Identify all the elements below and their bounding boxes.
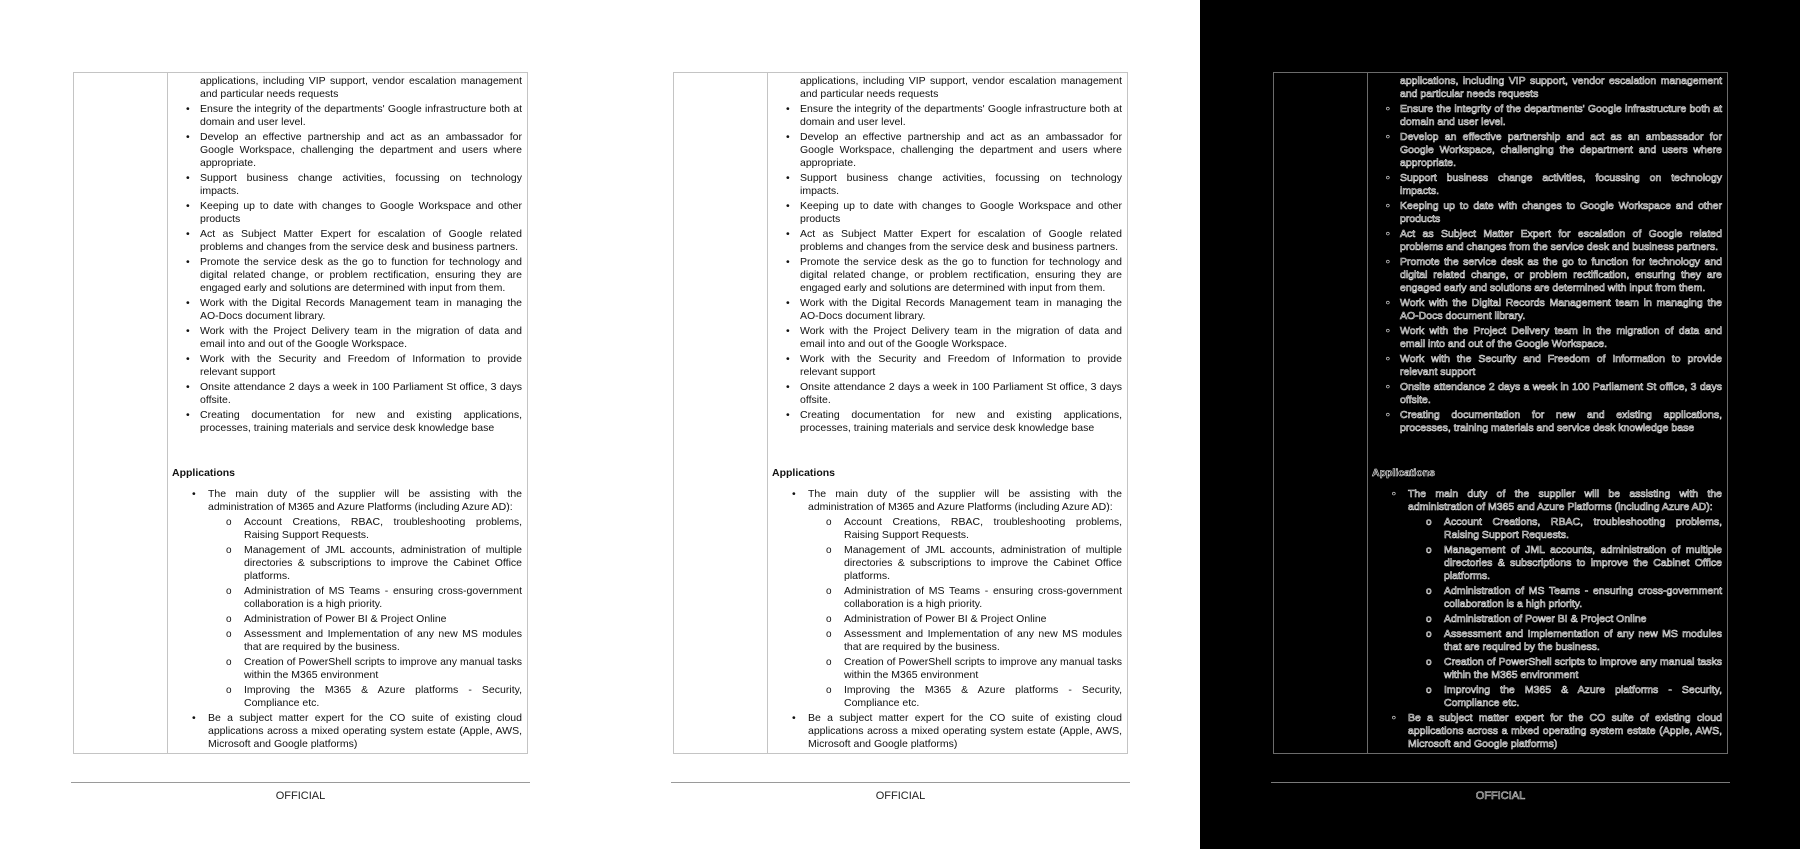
table-left-column bbox=[674, 73, 768, 753]
sub-list-item: o Account Creations, RBAC, troubleshooting problems, Raising Support Requests. bbox=[808, 516, 1122, 542]
applications-sub-list bbox=[208, 516, 522, 710]
list-item: • Keeping up to date with changes to Google Workspace and other products bbox=[172, 200, 522, 226]
section-heading: Applications bbox=[1372, 467, 1436, 479]
list-item: • Develop an effective partnership and act as an ambassador for Google Workspace, challenging the department and users where appropriate. bbox=[772, 131, 1122, 170]
list-item: • Be a subject matter expert for the CO suite of existing cloud applications across a mixed operating system estate (Apple, AWS, Microsoft and Google platforms) bbox=[1372, 712, 1722, 751]
sub-list-item: o Administration of Power BI & Project Online bbox=[1408, 613, 1722, 626]
document-page bbox=[73, 72, 528, 754]
list-item: • Support business change activities, focussing on technology impacts. bbox=[772, 172, 1122, 198]
table-right-column bbox=[767, 73, 1127, 753]
sub-list-item: o Creation of PowerShell scripts to improve any manual tasks within the M365 environment bbox=[1408, 656, 1722, 682]
list-item: • Work with the Digital Records Management team in managing the AO-Docs document library. bbox=[772, 297, 1122, 323]
list-item: • Act as Subject Matter Expert for escalation of Google related problems and changes from the service desk and business partners. bbox=[772, 228, 1122, 254]
list-item: • Onsite attendance 2 days a week in 100 Parliament St office, 3 days offsite. bbox=[172, 381, 522, 407]
list-item: • Onsite attendance 2 days a week in 100 Parliament St office, 3 days offsite. bbox=[772, 381, 1122, 407]
sub-list-item: o Assessment and Implementation of any new MS modules that are required by the business. bbox=[808, 628, 1122, 654]
footer-classification: OFFICIAL bbox=[1475, 790, 1526, 802]
list-item: • Promote the service desk as the go to function for technology and digital related change, or problem rectification, ensuring they are engaged early and solutions are determined with input from them. bbox=[1372, 256, 1722, 295]
sub-list-item: o Assessment and Implementation of any new MS modules that are required by the business. bbox=[1408, 628, 1722, 654]
sub-list-item: o Administration of MS Teams - ensuring cross-government collaboration is a high priority. bbox=[1408, 585, 1722, 611]
list-item: • Work with the Project Delivery team in the migration of data and email into and out of the Google Workspace. bbox=[172, 325, 522, 351]
list-item bbox=[772, 488, 1122, 710]
document-page bbox=[673, 72, 1128, 754]
list-item: • Work with the Digital Records Management team in managing the AO-Docs document library. bbox=[172, 297, 522, 323]
applications-list bbox=[172, 488, 522, 754]
list-item: applications, including VIP support, vendor escalation management and particular needs requests bbox=[800, 75, 1122, 100]
footer-classification: OFFICIAL bbox=[275, 790, 326, 802]
table-right-column bbox=[1367, 73, 1727, 753]
list-item-text: The main duty of the supplier will be assisting with the administration of M365 and Azure Platforms (including Azure AD): bbox=[208, 488, 522, 513]
sub-list-item: o Management of JML accounts, administration of multiple directories & subscriptions to improve the Cabinet Office platforms. bbox=[1408, 544, 1722, 583]
list-item: • Ensure the integrity of the departments' Google infrastructure both at domain and user level. bbox=[172, 103, 522, 129]
footer-classification: OFFICIAL bbox=[875, 790, 926, 802]
list-item: • Onsite attendance 2 days a week in 100 Parliament St office, 3 days offsite. bbox=[1372, 381, 1722, 407]
list-item: • Promote the service desk as the go to function for technology and digital related change, or problem rectification, ensuring they are engaged early and solutions are determined with input from them. bbox=[172, 256, 522, 295]
duties-list bbox=[1372, 75, 1722, 435]
list-item: • Work with the Project Delivery team in the migration of data and email into and out of the Google Workspace. bbox=[772, 325, 1122, 351]
document-page bbox=[1273, 72, 1728, 754]
applications-sub-list bbox=[808, 516, 1122, 710]
page-view-inverted bbox=[1200, 0, 1800, 849]
list-item: applications, including VIP support, vendor escalation management and particular needs requests bbox=[200, 75, 522, 100]
footer-rule bbox=[1271, 782, 1730, 783]
table-left-column bbox=[74, 73, 168, 753]
table-right-column bbox=[167, 73, 527, 753]
list-item-text: The main duty of the supplier will be assisting with the administration of M365 and Azure Platforms (including Azure AD): bbox=[808, 488, 1122, 513]
sub-list-item: o Account Creations, RBAC, troubleshooting problems, Raising Support Requests. bbox=[1408, 516, 1722, 542]
list-item: • Act as Subject Matter Expert for escalation of Google related problems and changes from the service desk and business partners. bbox=[1372, 228, 1722, 254]
list-item: • Work with the Security and Freedom of Information to provide relevant support bbox=[1372, 353, 1722, 379]
sub-list-item: o Assessment and Implementation of any new MS modules that are required by the business. bbox=[208, 628, 522, 654]
sub-list-item: o Administration of MS Teams - ensuring cross-government collaboration is a high priority. bbox=[208, 585, 522, 611]
applications-list bbox=[1372, 488, 1722, 754]
sub-list-item: o Creation of PowerShell scripts to improve any manual tasks within the M365 environment bbox=[208, 656, 522, 682]
list-item: • Creating documentation for new and existing applications, processes, training materials and service desk knowledge base bbox=[772, 409, 1122, 435]
page-view-original bbox=[0, 0, 600, 849]
sub-list-item: o Account Creations, RBAC, troubleshooting problems, Raising Support Requests. bbox=[208, 516, 522, 542]
sub-list-item: o Management of JML accounts, administration of multiple directories & subscriptions to improve the Cabinet Office platforms. bbox=[808, 544, 1122, 583]
list-item: • Creating documentation for new and existing applications, processes, training materials and service desk knowledge base bbox=[1372, 409, 1722, 435]
list-item: • Ensure the integrity of the departments' Google infrastructure both at domain and user level. bbox=[1372, 103, 1722, 129]
sub-list-item: o Improving the M365 & Azure platforms - Security, Compliance etc. bbox=[208, 684, 522, 710]
sub-list-item: o Improving the M365 & Azure platforms - Security, Compliance etc. bbox=[808, 684, 1122, 710]
list-item: • Work with the Security and Freedom of Information to provide relevant support bbox=[772, 353, 1122, 379]
duties-list bbox=[772, 75, 1122, 435]
list-item: • Develop an effective partnership and act as an ambassador for Google Workspace, challenging the department and users where appropriate. bbox=[172, 131, 522, 170]
list-item: • Act as Subject Matter Expert for escalation of Google related problems and changes from the service desk and business partners. bbox=[172, 228, 522, 254]
footer-rule bbox=[671, 782, 1130, 783]
list-item: • Support business change activities, focussing on technology impacts. bbox=[1372, 172, 1722, 198]
list-item: • Promote the service desk as the go to function for technology and digital related change, or problem rectification, ensuring they are engaged early and solutions are determined with input from them. bbox=[772, 256, 1122, 295]
list-item-text: The main duty of the supplier will be assisting with the administration of M365 and Azure Platforms (including Azure AD): bbox=[1408, 488, 1722, 513]
applications-sub-list bbox=[1408, 516, 1722, 710]
sub-list-item: o Improving the M365 & Azure platforms - Security, Compliance etc. bbox=[1408, 684, 1722, 710]
sub-list-item: o Administration of Power BI & Project Online bbox=[208, 613, 522, 626]
list-item: • Develop an effective partnership and act as an ambassador for Google Workspace, challenging the department and users where appropriate. bbox=[1372, 131, 1722, 170]
table-left-column bbox=[1274, 73, 1368, 753]
list-item: • Keeping up to date with changes to Google Workspace and other products bbox=[772, 200, 1122, 226]
list-item: applications, including VIP support, vendor escalation management and particular needs requests bbox=[1400, 75, 1722, 100]
list-item: • Support business change activities, focussing on technology impacts. bbox=[172, 172, 522, 198]
list-item: • Work with the Project Delivery team in the migration of data and email into and out of the Google Workspace. bbox=[1372, 325, 1722, 351]
sub-list-item: o Creation of PowerShell scripts to improve any manual tasks within the M365 environment bbox=[808, 656, 1122, 682]
list-item: • Creating documentation for new and existing applications, processes, training materials and service desk knowledge base bbox=[172, 409, 522, 435]
list-item: • Be a subject matter expert for the CO suite of existing cloud applications across a mixed operating system estate (Apple, AWS, Microsoft and Google platforms) bbox=[772, 712, 1122, 751]
sub-list-item: o Management of JML accounts, administration of multiple directories & subscriptions to improve the Cabinet Office platforms. bbox=[208, 544, 522, 583]
list-item: • Work with the Digital Records Management team in managing the AO-Docs document library. bbox=[1372, 297, 1722, 323]
section-heading: Applications bbox=[772, 467, 836, 479]
sub-list-item: o Administration of Power BI & Project Online bbox=[808, 613, 1122, 626]
section-heading: Applications bbox=[172, 467, 236, 479]
list-item bbox=[772, 753, 1122, 754]
list-item: • Keeping up to date with changes to Google Workspace and other products bbox=[1372, 200, 1722, 226]
footer-rule bbox=[71, 782, 530, 783]
duties-list bbox=[172, 75, 522, 435]
list-item bbox=[1372, 753, 1722, 754]
list-item bbox=[172, 753, 522, 754]
list-item bbox=[1372, 488, 1722, 710]
list-item: • Be a subject matter expert for the CO suite of existing cloud applications across a mixed operating system estate (Apple, AWS, Microsoft and Google platforms) bbox=[172, 712, 522, 751]
list-item: • Ensure the integrity of the departments' Google infrastructure both at domain and user level. bbox=[772, 103, 1122, 129]
applications-list bbox=[772, 488, 1122, 754]
list-item: • Work with the Security and Freedom of Information to provide relevant support bbox=[172, 353, 522, 379]
list-item bbox=[172, 488, 522, 710]
sub-list-item: o Administration of MS Teams - ensuring cross-government collaboration is a high priority. bbox=[808, 585, 1122, 611]
page-view-copy bbox=[600, 0, 1200, 849]
